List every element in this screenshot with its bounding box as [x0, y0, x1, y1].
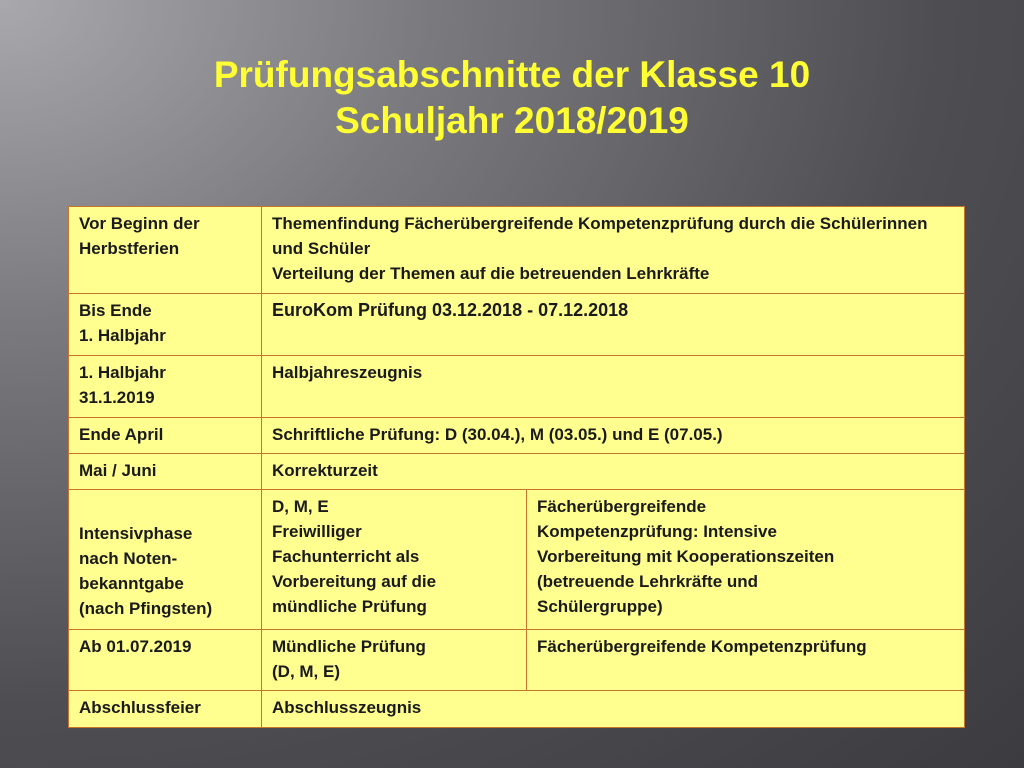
title-line-2: Schuljahr 2018/2019	[335, 100, 689, 141]
table-row	[69, 294, 965, 356]
period-cell: 1. Halbjahr 31.1.2019	[69, 356, 262, 418]
table-row	[69, 418, 965, 454]
period-cell: Vor Beginn der Herbstferien	[69, 207, 262, 294]
table-row	[69, 356, 965, 418]
exam-schedule-table	[68, 206, 965, 728]
content-cell-2: Fächerübergreifende Kompetenzprüfung: Intensive Vorbereitung mit Kooperationszeiten (betreuende Lehrkräfte und Schülergruppe)	[527, 490, 965, 630]
period-cell: Intensivphase nach Noten- bekanntgabe (nach Pfingsten)	[69, 490, 262, 630]
slide-title	[0, 52, 1024, 144]
content-cell: D, M, E Freiwilliger Fachunterricht als Vorbereitung auf die mündliche Prüfung	[262, 490, 527, 630]
table-row	[69, 691, 965, 728]
content-cell: Schriftliche Prüfung: D (30.04.), M (03.05.) und E (07.05.)	[262, 418, 965, 454]
period-cell: Abschlussfeier	[69, 691, 262, 728]
title-line-1: Prüfungsabschnitte der Klasse 10	[213, 54, 811, 95]
table-row	[69, 630, 965, 691]
content-cell-2: Fächerübergreifende Kompetenzprüfung	[527, 630, 965, 691]
content-cell: Korrekturzeit	[262, 454, 965, 490]
period-cell: Ab 01.07.2019	[69, 630, 262, 691]
period-cell: Ende April	[69, 418, 262, 454]
table-row	[69, 207, 965, 294]
content-cell: Abschlusszeugnis	[262, 691, 965, 728]
content-cell: EuroKom Prüfung 03.12.2018 - 07.12.2018	[262, 294, 965, 356]
table-row	[69, 490, 965, 630]
content-cell: Mündliche Prüfung (D, M, E)	[262, 630, 527, 691]
period-cell: Bis Ende 1. Halbjahr	[69, 294, 262, 356]
content-cell: Themenfindung Fächerübergreifende Kompetenzprüfung durch die Schülerinnen und Schüler Verteilung der Themen auf die betreuenden Lehrkräfte	[262, 207, 965, 294]
period-cell: Mai / Juni	[69, 454, 262, 490]
content-cell: Halbjahreszeugnis	[262, 356, 965, 418]
table-row	[69, 454, 965, 490]
